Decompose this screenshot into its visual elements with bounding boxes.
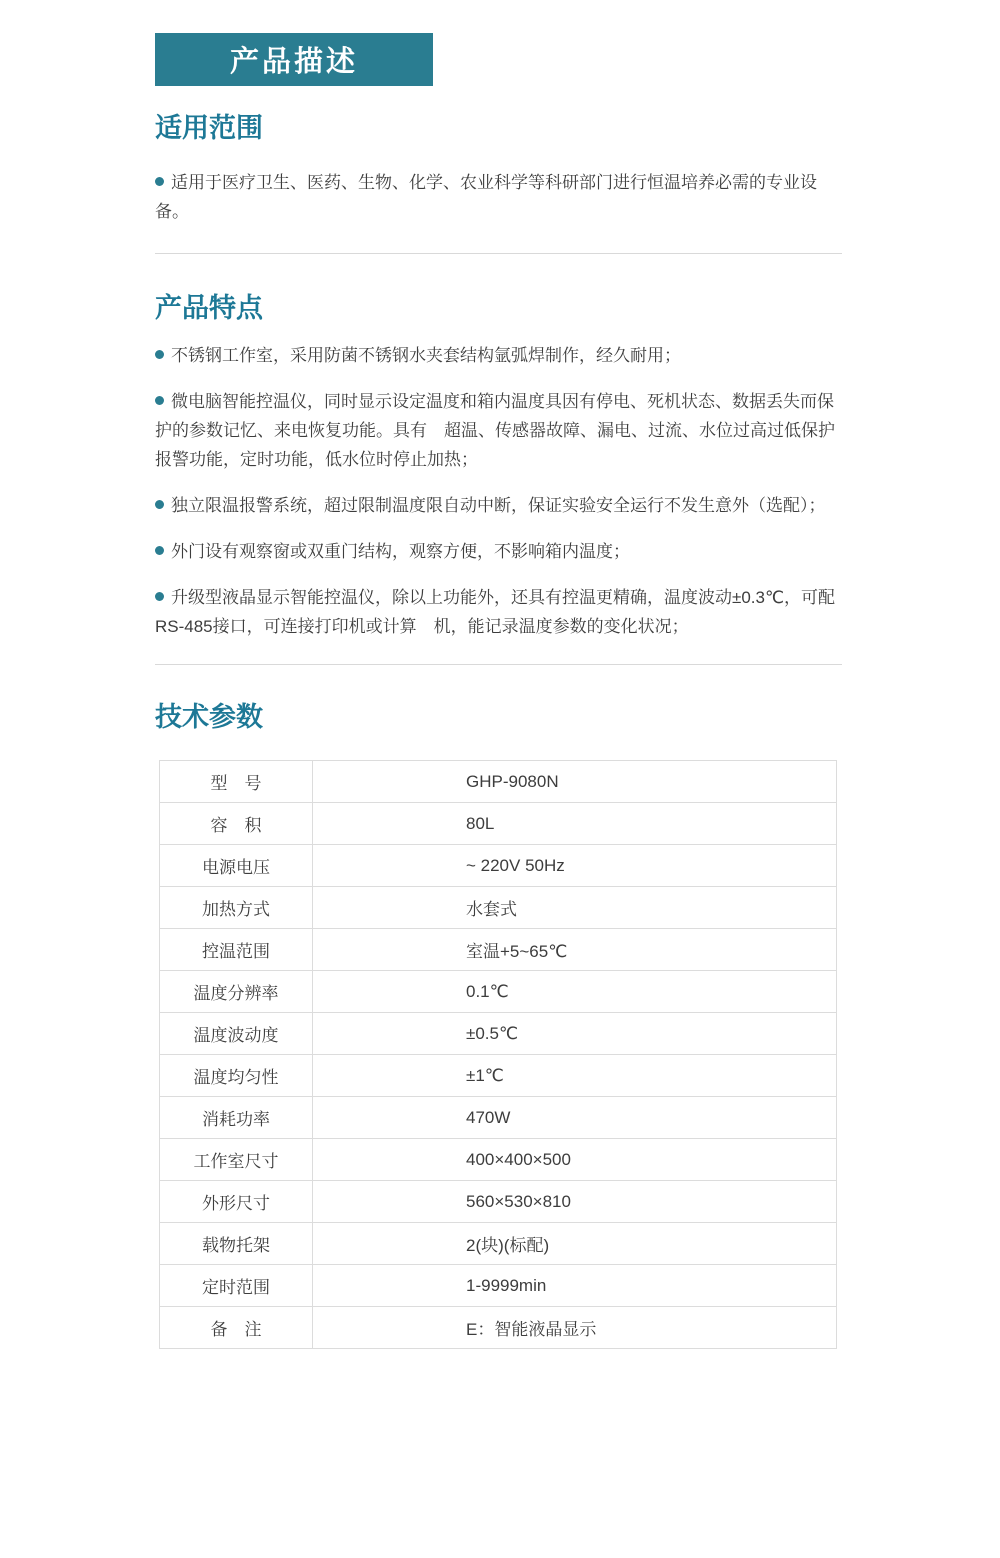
spec-value: GHP-9080N [313, 761, 837, 803]
spec-row [160, 971, 837, 1013]
bullet-dot-icon [155, 350, 164, 359]
feature-item [155, 370, 842, 474]
bullet-dot-icon [155, 396, 164, 405]
feature-item [155, 324, 842, 370]
spec-value: 室温+5~65℃ [313, 929, 837, 971]
spec-value: ~ 220V 50Hz [313, 845, 837, 887]
spec-label: 载物托架 [160, 1223, 313, 1265]
spec-value: 1-9999min [313, 1265, 837, 1307]
scope-text: 适用于医疗卫生、医药、生物、化学、农业科学等科研部门进行恒温培养必需的专业设备。 [155, 173, 817, 221]
feature-text: 外门设有观察窗或双重门结构，观察方便，不影响箱内温度； [171, 542, 630, 561]
feature-text: 不锈钢工作室，采用防菌不锈钢水夹套结构氩弧焊制作，经久耐用； [171, 346, 681, 365]
spec-label: 电源电压 [160, 845, 313, 887]
spec-label: 工作室尺寸 [160, 1139, 313, 1181]
spec-label: 控温范围 [160, 929, 313, 971]
feature-item [155, 566, 842, 641]
spec-label: 型 号 [160, 761, 313, 803]
spec-label: 备 注 [160, 1307, 313, 1349]
feature-text: 独立限温报警系统，超过限制温度限自动中断，保证实验安全运行不发生意外（选配）； [171, 496, 826, 515]
spec-row [160, 1097, 837, 1139]
spec-row [160, 887, 837, 929]
spec-value: 470W [313, 1097, 837, 1139]
spec-row [160, 1265, 837, 1307]
spec-row [160, 803, 837, 845]
feature-text: 升级型液晶显示智能控温仪，除以上功能外，还具有控温更精确，温度波动±0.3℃，可配RS-485接口，可连接打印机或计算 机，能记录温度参数的变化状况； [155, 588, 836, 636]
spec-row [160, 1013, 837, 1055]
spec-label: 外形尺寸 [160, 1181, 313, 1223]
feature-item [155, 474, 842, 520]
section-title-scope: 适用范围 [155, 113, 263, 143]
spec-row [160, 1307, 837, 1349]
feature-item [155, 520, 842, 566]
bullet-dot-icon [155, 546, 164, 555]
bullet-dot-icon [155, 592, 164, 601]
spec-value: 80L [313, 803, 837, 845]
section-title-specs: 技术参数 [155, 702, 263, 732]
page-content [155, 86, 842, 1349]
product-description-banner [155, 33, 433, 86]
spec-row [160, 761, 837, 803]
spec-value: ±0.5℃ [313, 1013, 837, 1055]
spec-row [160, 845, 837, 887]
spec-value: 0.1℃ [313, 971, 837, 1013]
spec-label: 温度波动度 [160, 1013, 313, 1055]
spec-value: ±1℃ [313, 1055, 837, 1097]
spec-row [160, 1181, 837, 1223]
spec-value: E：智能液晶显示 [313, 1307, 837, 1349]
spec-label: 温度均匀性 [160, 1055, 313, 1097]
spec-row [160, 1139, 837, 1181]
spec-value: 2(块)(标配) [313, 1223, 837, 1265]
spec-label: 消耗功率 [160, 1097, 313, 1139]
spec-label: 容 积 [160, 803, 313, 845]
spec-value: 400×400×500 [313, 1139, 837, 1181]
spec-label: 温度分辨率 [160, 971, 313, 1013]
section-title-features: 产品特点 [155, 293, 263, 323]
specs-table [159, 760, 837, 1349]
spec-row [160, 1055, 837, 1097]
bullet-dot-icon [155, 500, 164, 509]
feature-text: 微电脑智能控温仪，同时显示设定温度和箱内温度具因有停电、死机状态、数据丢失而保护的参数记忆、来电恢复功能。具有 超温、传感器故障、漏电、过流、水位过高过低保护报警功能，定时功能，低水位时停止加热； [155, 392, 835, 469]
spec-row [160, 1223, 837, 1265]
banner-title: 产品描述 [229, 46, 358, 78]
bullet-dot-icon [155, 177, 164, 186]
scope-paragraph [155, 144, 842, 226]
spec-row [160, 929, 837, 971]
spec-value: 560×530×810 [313, 1181, 837, 1223]
spec-value: 水套式 [313, 887, 837, 929]
spec-label: 加热方式 [160, 887, 313, 929]
spec-label: 定时范围 [160, 1265, 313, 1307]
